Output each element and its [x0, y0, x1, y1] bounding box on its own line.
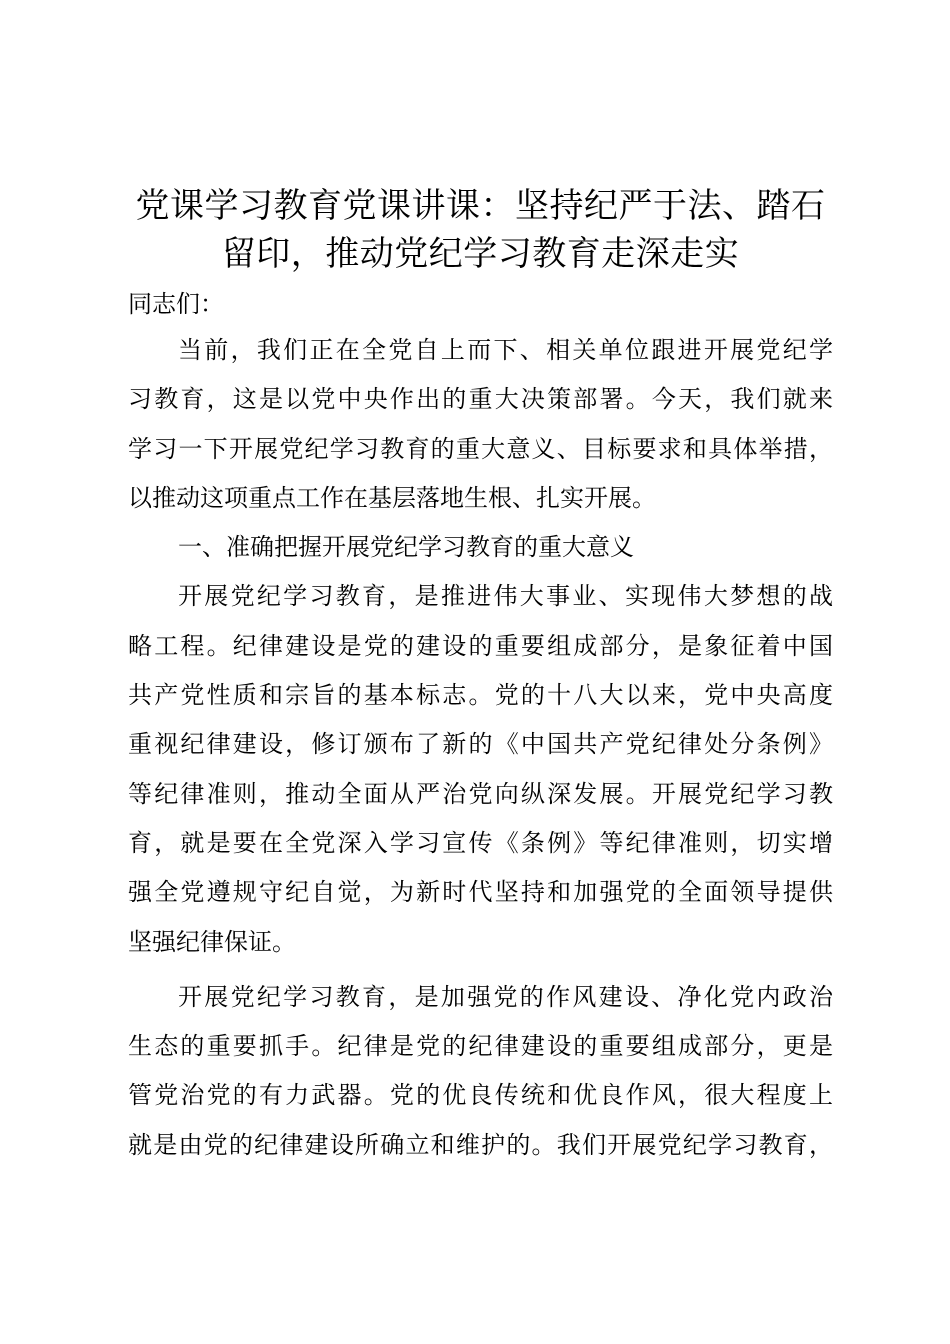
title-line: 留印，推动党纪学习教育走深走实	[221, 234, 740, 274]
text-line: 管党治党的有力武器。党的优良传统和优良作风，很大程度上	[128, 1081, 833, 1110]
text-line: 育，就是要在全党深入学习宣传《条例》等纪律准则，切实增	[128, 828, 833, 857]
document-page	[128, 182, 833, 1170]
title-line: 党课学习教育党课讲课：坚持纪严于法、踏石	[135, 186, 826, 226]
paragraph-significance-1	[128, 572, 833, 966]
text-line: 习教育，这是以党中央作出的重大决策部署。今天，我们就来	[128, 385, 833, 414]
paragraph-significance-2	[128, 973, 833, 1170]
text-line: 坚强纪律保证。	[128, 927, 296, 956]
text-line: 学习一下开展党纪学习教育的重大意义、目标要求和具体举措，	[128, 434, 833, 463]
text-line: 等纪律准则，推动全面从严治党向纵深发展。开展党纪学习教	[128, 779, 833, 808]
text-line: 开展党纪学习教育，是加强党的作风建设、净化党内政治	[178, 982, 833, 1011]
text-line: 生态的重要抓手。纪律是党的纪律建设的重要组成部分，更是	[128, 1032, 833, 1061]
paragraph-intro	[128, 326, 833, 523]
text-line: 当前，我们正在全党自上而下、相关单位跟进开展党纪学	[178, 336, 833, 364]
document-title	[128, 182, 833, 278]
text-line: 强全党遵规守纪自觉，为新时代坚持和加强党的全面领导提供	[128, 878, 833, 907]
salutation: 同志们：	[128, 290, 224, 318]
text-line: 重视纪律建设，修订颁布了新的《中国共产党纪律处分条例》	[128, 730, 833, 759]
text-line: 略工程。纪律建设是党的建设的重要组成部分，是象征着中国	[128, 631, 833, 660]
section-heading: 一、准确把握开展党纪学习教育的重大意义	[178, 533, 634, 562]
text-line: 以推动这项重点工作在基层落地生根、扎实开展。	[128, 483, 656, 512]
text-line: 就是由党的纪律建设所确立和维护的。我们开展党纪学习教育，	[128, 1130, 833, 1159]
text-line: 共产党性质和宗旨的基本标志。党的十八大以来，党中央高度	[128, 681, 833, 710]
text-line: 开展党纪学习教育，是推进伟大事业、实现伟大梦想的战	[178, 582, 833, 611]
